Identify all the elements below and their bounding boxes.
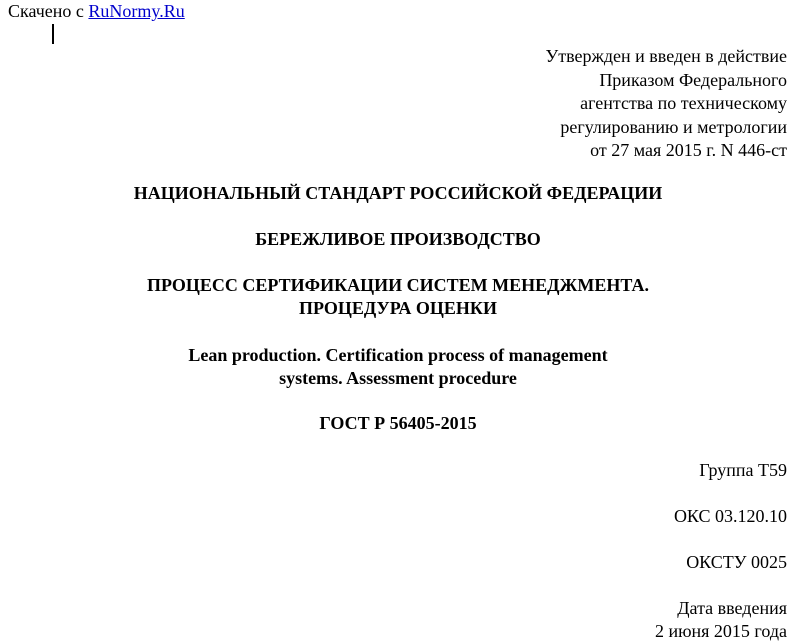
source-prefix: Скачено с	[8, 1, 89, 21]
standard-name-heading	[0, 274, 790, 320]
english-title-line: Lean production. Certification process of management	[188, 345, 608, 365]
approval-block	[545, 45, 787, 163]
designation-heading	[0, 412, 790, 435]
standard-name-line: ПРОЦЕСС СЕРТИФИКАЦИИ СИСТЕМ МЕНЕДЖМЕНТА.	[147, 275, 649, 295]
effective-date-block	[655, 597, 787, 643]
okstu-code: ОКСТУ 0025	[686, 552, 787, 572]
english-title-line: systems. Assessment procedure	[279, 368, 517, 388]
source-link[interactable]: RuNormy.Ru	[88, 1, 185, 21]
topic-heading	[0, 228, 790, 251]
oks-code: ОКС 03.120.10	[673, 506, 787, 526]
national-standard-text: НАЦИОНАЛЬНЫЙ СТАНДАРТ РОССИЙСКОЙ ФЕДЕРАЦИИ	[133, 183, 663, 203]
approval-line: от 27 мая 2015 г. N 446-ст	[590, 140, 787, 160]
approval-line: агентства по техническому	[580, 93, 787, 113]
topic-text: БЕРЕЖЛИВОЕ ПРОИЗВОДСТВО	[255, 229, 541, 249]
text-cursor	[52, 24, 54, 44]
approval-line: регулированию и метрологии	[560, 116, 787, 137]
group-code: Группа Т59	[699, 460, 787, 480]
designation-text: ГОСТ Р 56405-2015	[319, 413, 477, 433]
standard-name-line: ПРОЦЕДУРА ОЦЕНКИ	[299, 298, 497, 318]
effective-date-label: Дата введения	[677, 598, 787, 618]
source-line	[8, 0, 185, 22]
english-title-heading	[0, 344, 790, 390]
approval-line: Утвержден и введен в действие	[545, 46, 787, 66]
national-standard-heading	[0, 182, 790, 205]
effective-date-value: 2 июня 2015 года	[654, 621, 787, 641]
approval-line: Приказом Федерального	[599, 69, 787, 90]
